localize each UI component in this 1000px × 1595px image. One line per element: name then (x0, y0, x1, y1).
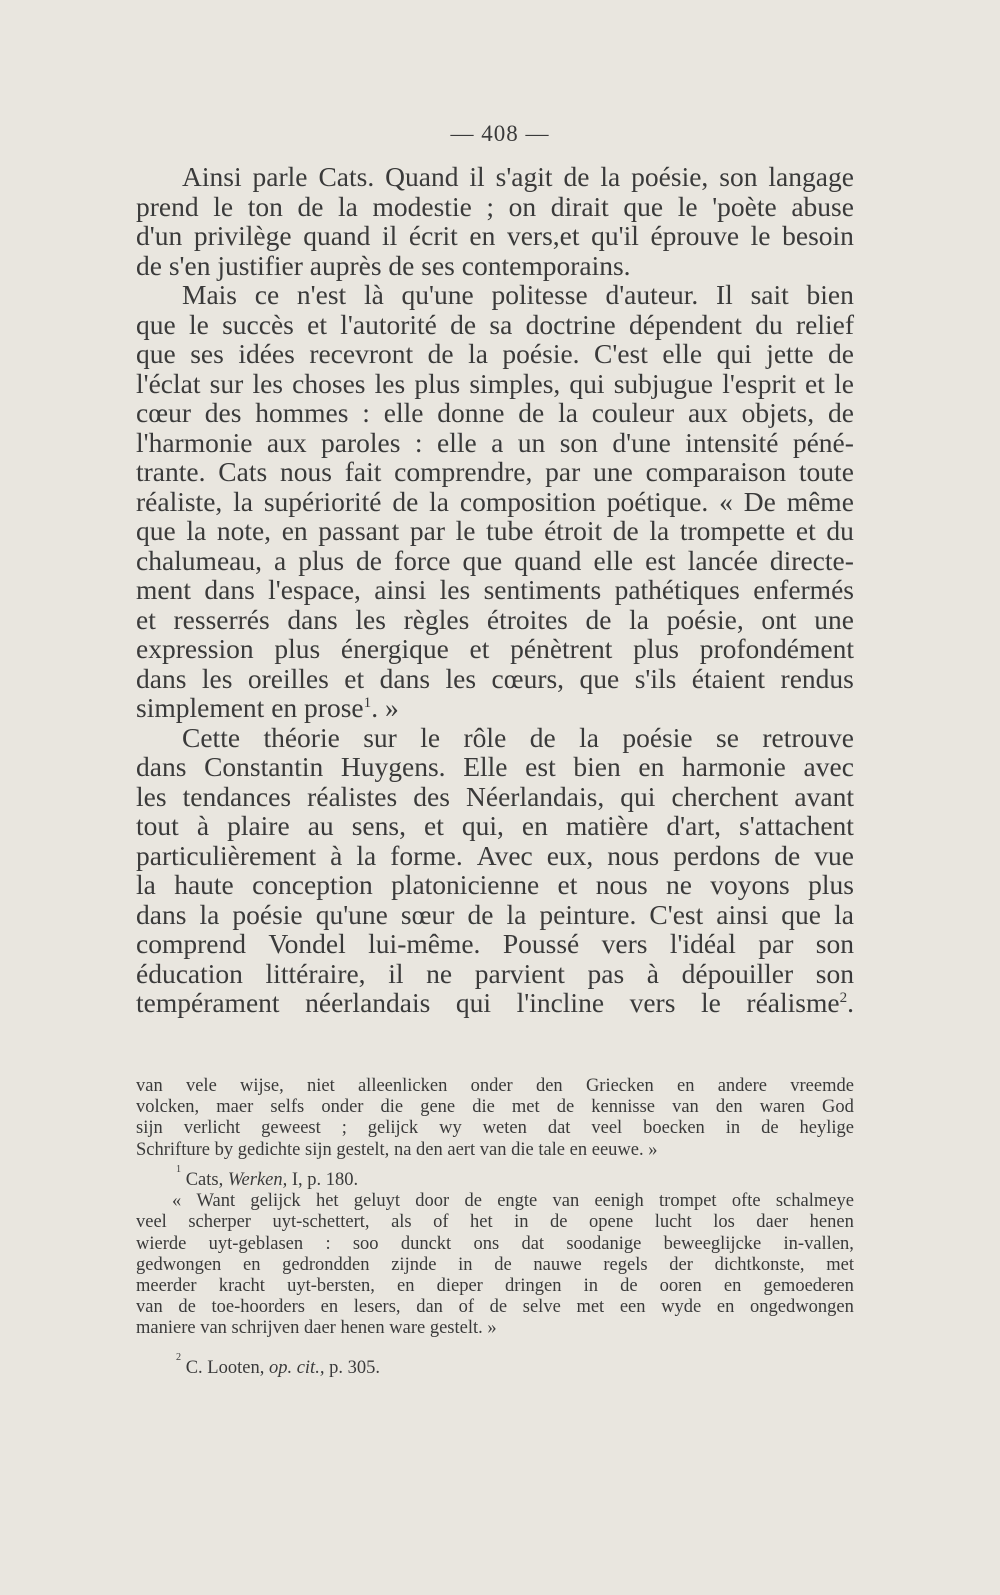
footnote-line: gedwongen en gedrondden zijnde in de nauwe regels der dichtkonste, met (136, 1254, 854, 1275)
main-text (136, 162, 854, 1018)
text-line: l'éclat sur les choses les plus simples, qui subjugue l'esprit et le (136, 367, 854, 399)
text-line: cœur des hommes : elle donne de la couleur aux objets, de (136, 397, 854, 428)
footnote-2-reference (136, 1352, 854, 1379)
text-line: que ses idées recevront de la poésie. C'est elle qui jette de (136, 338, 854, 369)
page-number: — 408 — (450, 121, 550, 146)
footnote-continuation (136, 1076, 854, 1161)
footnote-1-work: Werken, (227, 1170, 288, 1190)
footnote-1-ref: I, p. 180. (291, 1170, 359, 1190)
footnote-1-author: Cats, (185, 1170, 224, 1190)
text-line: chalumeau, a plus de force que quand elle est lancée directe- (136, 544, 854, 576)
text-line: que la note, en passant par le tube étroit de la trompette et du (136, 515, 854, 546)
text-line: trante. Cats nous fait comprendre, par une comparaison toute (136, 456, 854, 487)
footnote-line: Schrifture by gedichte sijn gestelt, na den aert van die tale en eeuwe. » (136, 1139, 658, 1160)
footnote-line: van de toe-hoorders en lesers, dan of de selve met een wyde en ongedwongen (136, 1297, 854, 1318)
text-line: que le succès et l'autorité de sa doctrine dépendent du relief (136, 308, 854, 340)
footnote-line: meerder kracht uyt-bersten, en dieper dringen in de ooren en gemoederen (136, 1275, 854, 1296)
text-line: tout à plaire au sens, et qui, en matière d'art, s'attachent (136, 810, 854, 841)
footnote-2-work: op. cit., (268, 1358, 325, 1378)
text-line: comprend Vondel lui-même. Poussé vers l'idéal par son (136, 928, 854, 959)
footnote-line: maniere van schrijven daer henen ware gestelt. » (136, 1318, 497, 1339)
text-line: les tendances réalistes des Néerlandais, qui cherchent avant (136, 780, 854, 812)
footnote-2-ref: p. 305. (329, 1358, 380, 1378)
footnote-line: sijn verlicht geweest ; gelijck wy weten dat veel boecken in de heylige (136, 1118, 854, 1139)
footnote-line: « Want gelijck het geluyt door de engte van eenigh trompet ofte schalmeye (172, 1191, 854, 1212)
footnote-1-reference (136, 1164, 854, 1191)
footnote-1-marker: 1 (176, 1164, 182, 1175)
text-line: particulièrement à la forme. Avec eux, nous perdons de vue (136, 839, 854, 871)
text-line: simplement en prose$^1$. » (136, 692, 399, 723)
footnote-marker: 2 (839, 989, 848, 1006)
footnote-marker: 1 (363, 694, 372, 711)
text-line: ment dans l'espace, ainsi les sentiments pathétiques enfermés (136, 574, 854, 605)
footnote-2 (136, 1352, 854, 1379)
footnote-line: veel scherper uyt-schettert, als of het in de opene lucht los daer henen (136, 1212, 854, 1233)
footnote-2-author: C. Looten, (185, 1358, 265, 1378)
text-line: réaliste, la supériorité de la composition poétique. « De même (136, 485, 854, 517)
footnote-2-marker: 2 (176, 1352, 182, 1363)
text-line: prend le ton de la modestie ; on dirait que le 'poète abuse (136, 190, 854, 222)
text-line: l'harmonie aux paroles : elle a un son d'une intensité péné- (136, 426, 854, 458)
text-line: dans les oreilles et dans les cœurs, que s'ils étaient rendus (136, 662, 854, 694)
text-line: dans Constantin Huygens. Elle est bien en harmonie avec (136, 751, 854, 782)
text-line: Ainsi parle Cats. Quand il s'agit de la poésie, son langage (182, 161, 854, 192)
footnote-1-quote (136, 1191, 854, 1339)
footnote-line: volcken, maer selfs onder die gene die met de kennisse van den waren God (136, 1097, 854, 1118)
text-line: dans la poésie qu'une sœur de la peinture. C'est ainsi que la (136, 898, 854, 930)
text-line: tempérament néerlandais qui l'incline vers le réalisme$^2$. (136, 987, 854, 1018)
text-line: et resserrés dans les règles étroites de la poésie, ont une (136, 603, 854, 635)
text-line: Cette théorie sur le rôle de la poésie se retrouve (182, 721, 854, 753)
text-line: expression plus énergique et pénètrent plus profondément (136, 633, 854, 664)
footnote-line: van vele wijse, niet alleenlicken onder den Griecken en andere vreemde (136, 1076, 854, 1096)
text-line: la haute conception platonicienne et nous ne voyons plus (136, 869, 854, 900)
text-line: éducation littéraire, il ne parvient pas à dépouiller son (136, 957, 854, 989)
text-line: de s'en justifier auprès de ses contemporains. (136, 249, 631, 281)
text-line: d'un privilège quand il écrit en vers,et qu'il éprouve le besoin (136, 220, 854, 251)
footnote-line: wierde uyt-geblasen : soo dunckt ons dat soodanige beweeglijcke in-vallen, (136, 1233, 854, 1254)
footnote-1 (136, 1164, 854, 1340)
text-line: Mais ce n'est là qu'une politesse d'auteur. Il sait bien (182, 279, 854, 310)
